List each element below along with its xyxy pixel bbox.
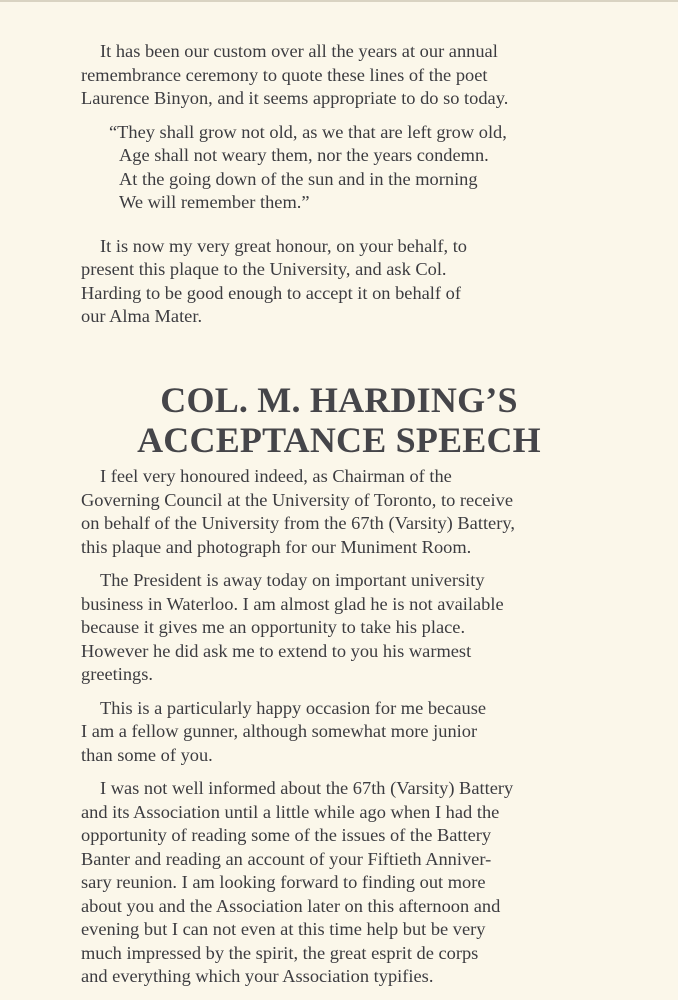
quote-line: Age shall not weary them, nor the years condemn.	[119, 145, 489, 165]
text-line: opportunity of reading some of the issues of the Battery	[81, 825, 492, 845]
text-line: than some of you.	[81, 744, 213, 765]
text-line: remembrance ceremony to quote these lines of the poet	[81, 64, 488, 85]
text-line: sary reunion. I am looking forward to finding out more	[81, 872, 486, 892]
text-line: I feel very honoured indeed, as Chairman of the	[100, 466, 452, 486]
quote-line: “They shall grow not old, as we that are left grow old,	[109, 121, 507, 142]
heading-line-1: COL. M. HARDING’S	[160, 380, 518, 420]
speech-paragraph-1	[81, 465, 591, 559]
text-line: present this plaque to the University, and ask Col.	[81, 259, 447, 279]
intro-section	[81, 40, 581, 329]
text-line: greetings.	[81, 664, 154, 684]
quote-line: At the going down of the sun and in the morning	[119, 168, 478, 189]
text-line: It is now my very great honour, on your behalf, to	[100, 235, 467, 256]
binyon-quote	[81, 121, 581, 215]
text-line: this plaque and photograph for our Muniment Room.	[81, 536, 472, 557]
intro-paragraph-2	[81, 235, 581, 329]
text-line: It has been our custom over all the years at our annual	[100, 41, 498, 61]
text-line: Laurence Binyon, and it seems appropriate to do so today.	[81, 88, 509, 108]
text-line: on behalf of the University from the 67th (Varsity) Battery,	[81, 513, 515, 533]
text-line: and its Association until a little while ago when I had the	[81, 801, 500, 822]
text-line: This is a particularly happy occasion for me because	[100, 697, 487, 718]
text-line: The President is away today on important university	[100, 570, 485, 590]
speech-section	[81, 465, 591, 989]
text-line: and everything which your Association typifies.	[81, 966, 434, 986]
text-line: our Alma Mater.	[81, 306, 203, 326]
speech-paragraph-3	[81, 697, 591, 768]
quote-line: We will remember them.”	[119, 192, 310, 212]
text-line: However he did ask me to extend to you his warmest	[81, 640, 472, 661]
text-line: Banter and reading an account of your Fiftieth Anniver-	[81, 848, 492, 869]
text-line: business in Waterloo. I am almost glad he is not available	[81, 593, 504, 614]
text-line: evening but I can not even at this time help but be very	[81, 919, 486, 939]
intro-paragraph-1	[81, 40, 581, 111]
text-line: because it gives me an opportunity to take his place.	[81, 617, 466, 637]
text-line: about you and the Association later on this afternoon and	[81, 895, 501, 916]
text-line: Governing Council at the University of Toronto, to receive	[81, 489, 513, 510]
speech-paragraph-2	[81, 569, 591, 687]
text-line: much impressed by the spirit, the great esprit de corps	[81, 942, 479, 963]
text-line: I was not well informed about the 67th (Varsity) Battery	[100, 778, 514, 798]
text-line: Harding to be good enough to accept it on behalf of	[81, 282, 461, 303]
heading-line-2: ACCEPTANCE SPEECH	[137, 420, 541, 460]
speech-heading	[0, 380, 678, 460]
text-line: I am a fellow gunner, although somewhat more junior	[81, 721, 478, 741]
speech-paragraph-4	[81, 777, 591, 989]
